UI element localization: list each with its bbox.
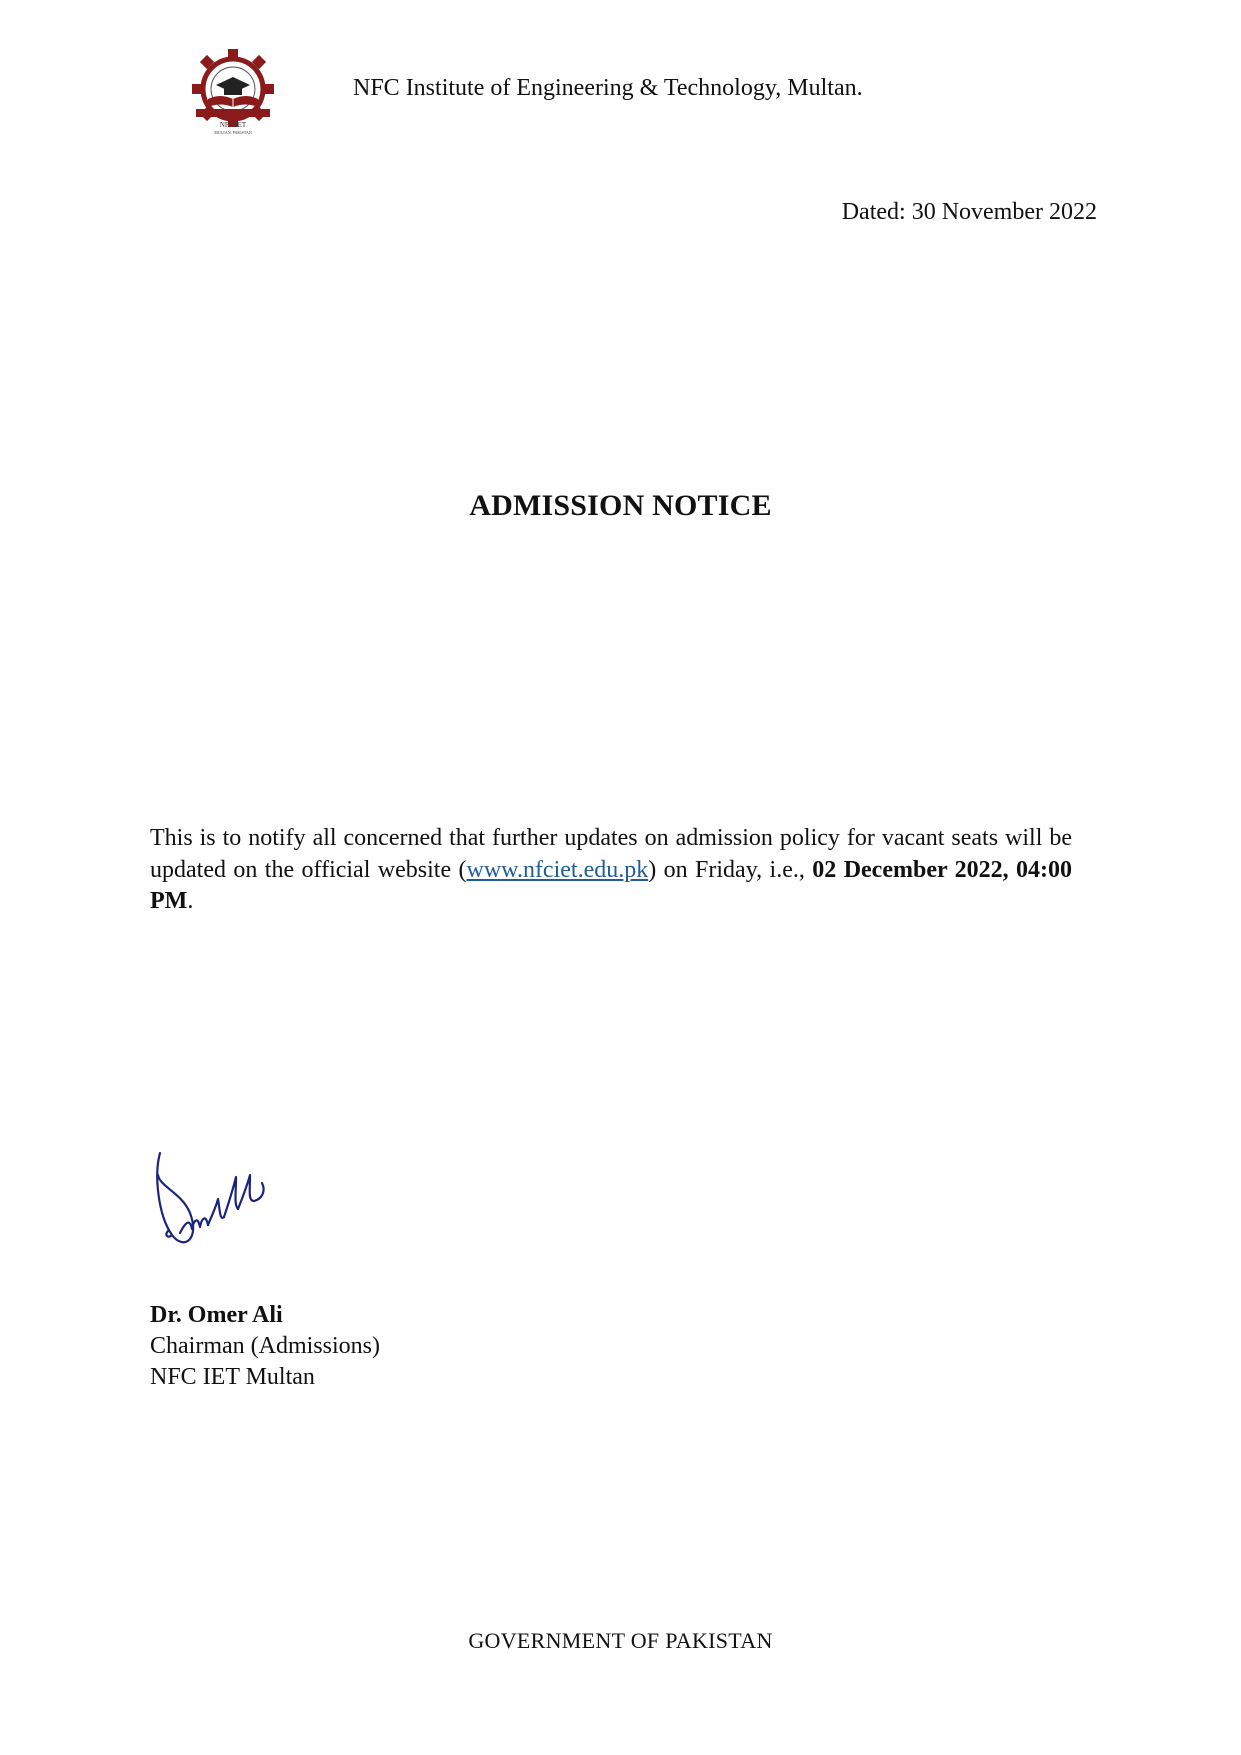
- nfc-iet-gear-logo-icon: [180, 47, 286, 135]
- body-text-end: .: [187, 888, 194, 914]
- website-link[interactable]: www.nfciet.edu.pk: [466, 856, 649, 883]
- body-text-intro: This is to notify all concerned that further updates on admission policy for vacant seats will be updated on the official website (: [150, 825, 1072, 883]
- deadline-text: 02 December 2022, 04:00 PM: [150, 856, 1072, 914]
- footer-text: GOVERNMENT OF PAKISTAN: [468, 1628, 773, 1653]
- signatory-designation: Chairman (Admissions): [150, 1333, 380, 1359]
- signatory-name: Dr. Omer Ali: [150, 1302, 283, 1328]
- logo-text: NFC IET: [219, 121, 247, 129]
- date-line: Dated: 30 November 2022: [841, 199, 1097, 225]
- institute-name: NFC Institute of Engineering & Technology, Multan.: [353, 75, 863, 101]
- signatory-block: [150, 1300, 380, 1393]
- body-text-middle: ) on Friday, i.e.,: [648, 856, 813, 883]
- signatory-organization: NFC IET Multan: [150, 1364, 315, 1390]
- handwritten-signature-icon: [150, 1135, 280, 1255]
- notice-body: [150, 823, 1072, 918]
- logo-subtext: MULTAN, PAKISTAN: [214, 130, 252, 135]
- notice-title: ADMISSION NOTICE: [469, 489, 772, 522]
